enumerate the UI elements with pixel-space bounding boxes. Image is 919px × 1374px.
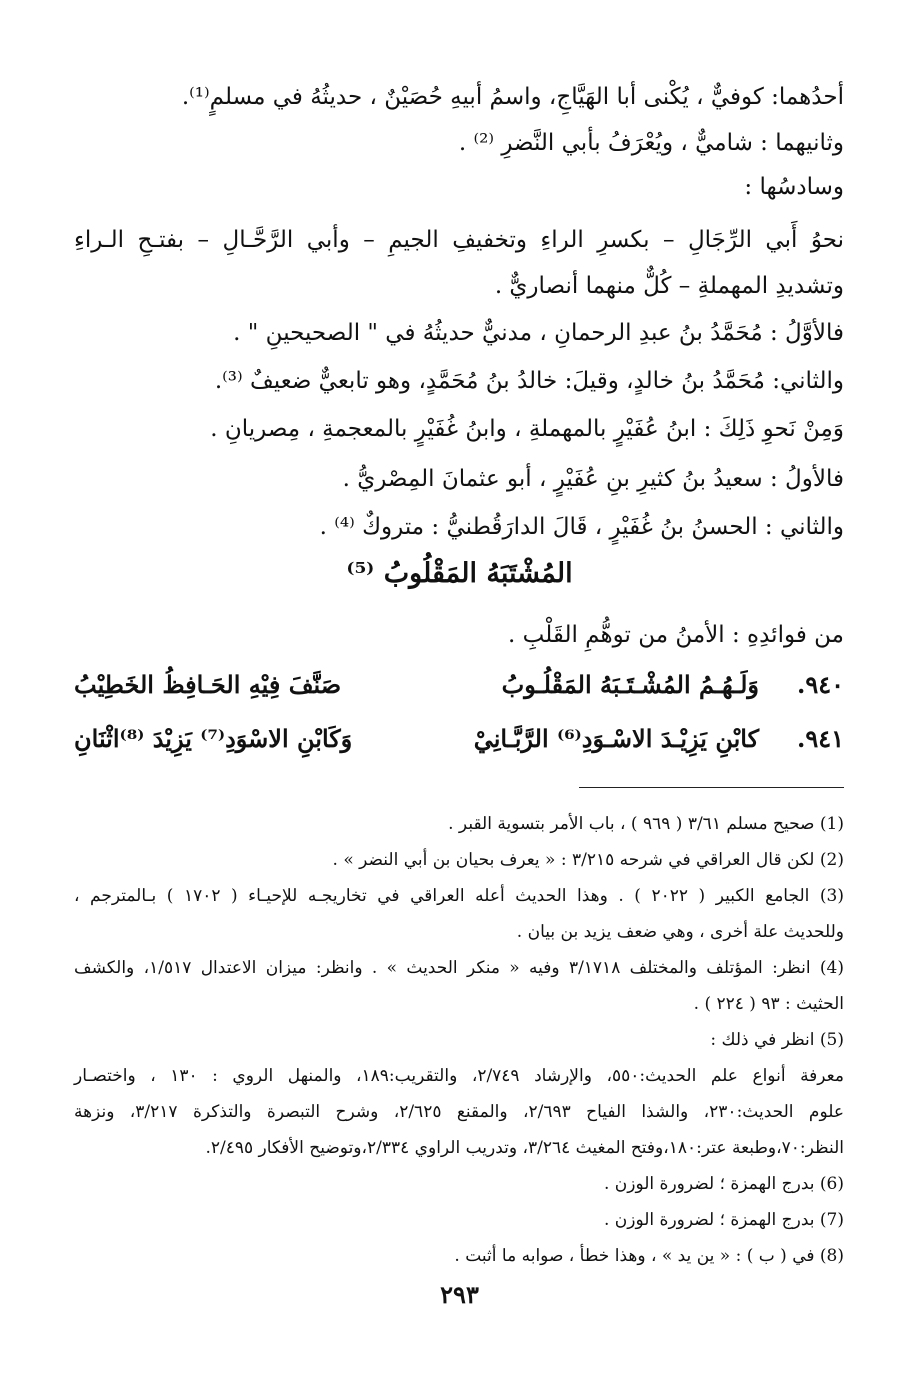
- body-line-9: فالأولُ : سعيدُ بنُ كثيرِ بنِ عُفَيْرٍ ، أبو عثمانَ المِصْريُّ .: [342, 466, 844, 492]
- footnote-5-line-3: علوم الحديث:٢٣٠، والشذا الفياح ٢/٦٩٣، والمقنع ٢/٦٢٥، وشرح التبصرة والتذكرة ٣/٢١٧، ونزهة: [74, 1102, 844, 1122]
- verse-940: [74, 670, 844, 710]
- page-number: ٢٩٣: [440, 1280, 479, 1309]
- section-intro: من فوائدِهِ : الأمنُ من توهُّمِ القَلْبِ .: [508, 622, 844, 648]
- body-line-3: وسادسُها :: [744, 174, 844, 200]
- body-line-8: وَمِنْ نَحوِ ذَلِكَ : ابنُ عُفَيْرٍ بالمهملةِ ، وابنُ غُفَيْرٍ بالمعجمةِ ، مِصريانِ .: [210, 416, 844, 442]
- footnote-4: (4) انظر: المؤتلف والمختلف ٣/١٧١٨ وفيه « منكر الحديث » . وانظر: ميزان الاعتدال ١/٥١٧، والكشف: [74, 958, 845, 978]
- footnote-2: (2) لكن قال العراقي في شرحه ٣/٢١٥ : « يعرف بحيان بن أبي النضر » .: [332, 850, 844, 870]
- verse-second-hemistich: صَنَّفَ فِيْهِ الحَـافِظُ الخَطِيْبُ: [74, 670, 342, 699]
- footnote-3: (3) الجامع الكبير ( ٢٠٢٢ ) . وهذا الحديث أعله العراقي في تخاريجـه للإحيـاء ( ١٧٠٢ ) بـالمترجم ،: [74, 886, 844, 906]
- verse-first-hemistich: كابْنِ يَزِيْـدَ الاسْـوَدِ⁽⁶⁾ الرَّبَّـانِيْ: [473, 724, 759, 753]
- verse-first-hemistich: وَلَـهُـمُ المُشْـتَـبَهُ المَقْلُـوبُ: [501, 670, 759, 699]
- footnote-7: (7) بدرج الهمزة ؛ لضرورة الوزن .: [603, 1210, 844, 1230]
- verse-number: ٩٤١.: [796, 724, 844, 753]
- footnote-4-continued: الحثيث : ٩٣ ( ٢٢٤ ) .: [693, 994, 844, 1014]
- footnote-separator: [579, 787, 844, 788]
- footnote-8: (8) في ( ب ) : « ين يد » ، وهذا خطأ ، صوابه ما أثبت .: [454, 1246, 844, 1266]
- footnote-1: (1) صحيح مسلم ٣/٦١ ( ٩٦٩ ) ، باب الأمر بتسوية القبر .: [448, 814, 844, 834]
- body-line-7: والثاني: مُحَمَّدُ بنُ خالدٍ، وقيلَ: خالدُ بنُ مُحَمَّدٍ، وهو تابعيٌّ ضعيفٌ ⁽³⁾.: [214, 368, 844, 394]
- verse-second-hemistich: وَكَابْنِ الاسْوَدِ⁽⁷⁾ يَزِيْدَ ⁽⁸⁾اثْنَانِ: [74, 724, 353, 753]
- footnote-6: (6) بدرج الهمزة ؛ لضرورة الوزن .: [603, 1174, 844, 1194]
- section-title: المُشْتَبَهُ المَقْلُوبُ ⁽⁵⁾: [346, 558, 573, 589]
- body-line-2: وثانيهما : شاميٌّ ، ويُعْرَفُ بأبي النَّضرِ ⁽²⁾ .: [458, 130, 844, 156]
- verse-941: [74, 724, 844, 764]
- footnote-5-line-2: معرفة أنواع علم الحديث:٥٥٠، والإرشاد ٢/٧٤٩، والتقريب:١٨٩، والمنهل الروي : ١٣٠ ، واختصـار: [74, 1066, 844, 1086]
- body-line-4: نحوُ أَبي الرِّجَالِ – بكسرِ الراءِ وتخفيفِ الجيمِ – وأبي الرَّحَّـالِ – بفتـحِ الـراءِ: [74, 227, 844, 253]
- footnote-3-continued: وللحديث علة أخرى ، وهي ضعف يزيد بن بيان .: [516, 922, 844, 942]
- verse-number: ٩٤٠.: [796, 670, 844, 699]
- body-line-6: فالأوَّلُ : مُحَمَّدُ بنُ عبدِ الرحمانِ ، مدنيٌّ حديثُهُ في " الصحيحينِ " .: [233, 320, 844, 346]
- body-line-10: والثاني : الحسنُ بنُ غُفَيْرٍ ، قَالَ الدارَقُطنيُّ : متروكٌ ⁽⁴⁾ .: [319, 514, 844, 540]
- footnote-5-line-4: النظر:٧٠،وطبعة عتر:١٨٠،وفتح المغيث ٣/٢٦٤، وتدريب الراوي ٢/٣٣٤،وتوضيح الأفكار ٢/٤٩٥.: [205, 1138, 844, 1158]
- footnote-5: (5) انظر في ذلك :: [710, 1030, 844, 1050]
- body-line-5: وتشديدِ المهملةِ – كُلٌّ منهما أنصاريٌّ .: [494, 273, 844, 299]
- body-line-1: أحدُهما: كوفيٌّ ، يُكْنى أبا الهَيَّاجِ، واسمُ أبيهِ حُصَيْنٌ ، حديثُهُ في مسلمٍ⁽¹⁾.: [181, 84, 844, 110]
